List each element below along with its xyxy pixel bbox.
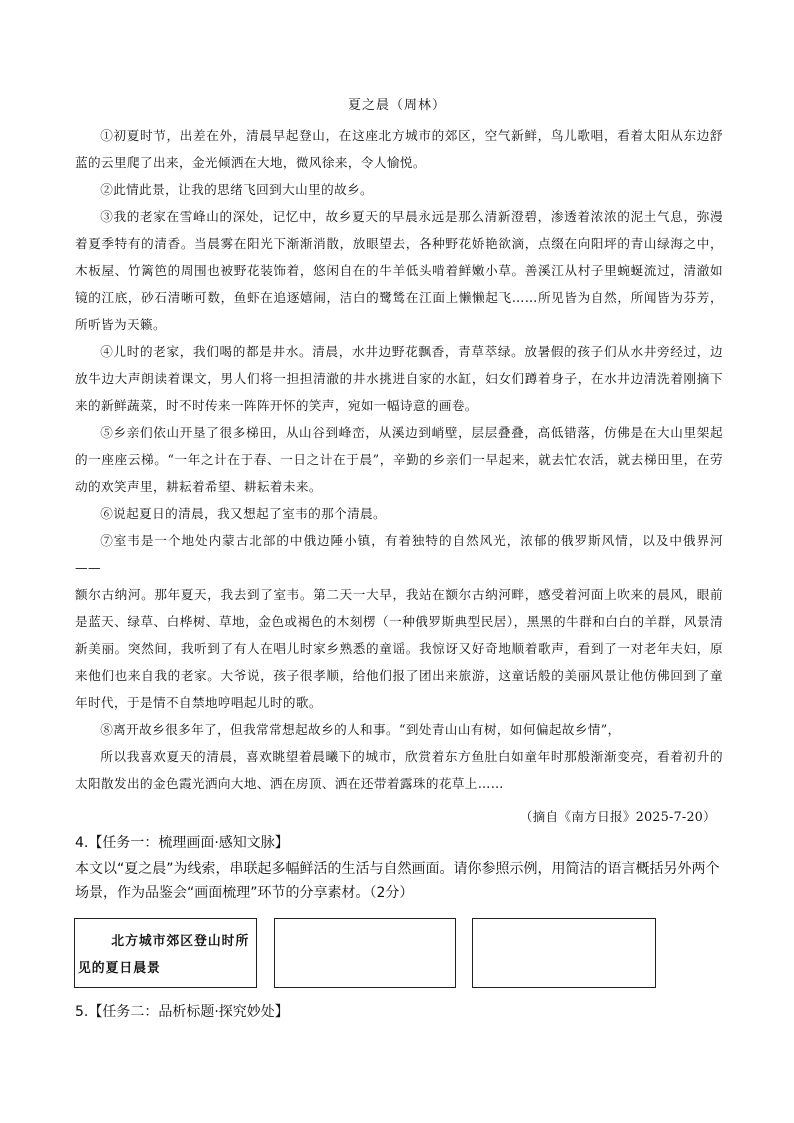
article-title: 夏之晨（周林） bbox=[347, 98, 446, 113]
paragraph-5: ⑤乡亲们依山开垦了很多梯田，从山谷到峰峦，从溪边到峭壁，层层叠叠，高低错落，仿佛是在大山里架起的一座座云梯。“一年之计在于春、一日之计在于晨”，辛勤的乡亲们一早起来，就去忙农活，就去梯田里，在劳动的欢笑声里，耕耘着希望、耕耘着未来。 bbox=[75, 425, 723, 494]
paragraph-1: ①初夏时节，出差在外，清晨早起登山，在这座北方城市的郊区，空气新鲜，鸟儿歌唱，看着太阳从东边舒蓝的云里爬了出来，金光倾洒在大地，微风徐来，令人愉悦。 bbox=[75, 128, 723, 170]
paragraph-8-continued: 所以我喜欢夏天的清晨，喜欢眺望着晨曦下的城市，欣赏着东方鱼肚白如童年时那般渐渐变亮，看着初升的太阳散发出的金色霞光洒向大地、洒在房顶、洒在还带着露珠的花草上…… bbox=[75, 749, 723, 791]
paragraph-7: ⑦室韦是一个地处内蒙古北部的中俄边陲小镇，有着独特的自然风光，浓郁的俄罗斯风情，以及中俄界河—— bbox=[75, 533, 723, 575]
paragraph-7-continued: 额尔古纳河。那年夏天，我去到了室韦。第二天一大早，我站在额尔古纳河畔，感受着河面上吹来的晨风，眼前是蓝天、绿草、白桦树、草地，金色或褐色的木刻楞（一种俄罗斯典型民居），黑黑的牛群和白白的羊群，风景清新美丽。突然间，我听到了有人在唱儿时家乡熟悉的童谣。我惊讶又好奇地顺着歌声，看到了一对老年夫妇，原来他们也来自我的老家。大爷说，孩子很孝顺，给他们报了团出来旅游，这童话般的美丽风景让他仿佛回到了童年时代，于是情不自禁地哼唱起儿时的歌。 bbox=[75, 587, 723, 710]
article-source: （摘自《南方日报》2025-7-20） bbox=[519, 809, 716, 824]
paragraph-2: ②此情此景，让我的思绪飞回到大山里的故乡。 bbox=[100, 182, 374, 197]
task2-heading: 5.【任务二：品析标题·探究妙处】 bbox=[75, 1004, 289, 1020]
paragraph-4: ④儿时的老家，我们喝的都是井水。清晨，水井边野花飘香，青草萃绿。放暑假的孩子们从水井旁经过，边放牛边大声朗读着课文，男人们将一担担清澈的井水挑进自家的水缸，妇女们蹲着身子，在水井边清洗着刚摘下来的新鲜蔬菜，时不时传来一阵阵开怀的笑声，宛如一幅诗意的画卷。 bbox=[75, 344, 723, 413]
task1-heading: 4.【任务一：梳理画面·感知文脉】 bbox=[75, 835, 289, 851]
example-scene-box bbox=[74, 918, 257, 988]
task1-instructions: 本文以“夏之晨”为线索，串联起多幅鲜活的生活与自然画面。请你参照示例，用简洁的语言概括另外两个场景，作为品鉴会“画面梳理”环节的分享素材。（2分） bbox=[75, 861, 720, 901]
answer-box-scene-3[interactable] bbox=[472, 918, 656, 988]
example-scene-text: 北方城市郊区登山时所见的夏日晨景 bbox=[78, 934, 250, 976]
article-body bbox=[75, 122, 723, 797]
paragraph-3: ③我的老家在雪峰山的深处，记忆中，故乡夏天的早晨永远是那么清新澄碧，渗透着浓浓的泥土气息，弥漫着夏季特有的清香。当晨雾在阳光下渐渐消散，放眼望去，各种野花娇艳欲滴，点缀在向阳坪的青山绿海之中，木板屋、竹篱笆的周围也被野花装饰着，悠闲自在的牛羊低头啃着鲜嫩小草。善溪江从村子里蜿蜒流过，清澈如镜的江底，砂石清晰可数，鱼虾在追逐嬉闹，洁白的鹭鸶在江面上懒懒起飞……所见皆为自然，所闻皆为芬芳，所听皆为天籁。 bbox=[75, 209, 723, 332]
paragraph-6: ⑥说起夏日的清晨，我又想起了室韦的那个清晨。 bbox=[100, 506, 387, 521]
scene-answer-boxes bbox=[74, 918, 724, 990]
answer-box-scene-2[interactable] bbox=[274, 918, 456, 988]
paragraph-8: ⑧离开故乡很多年了，但我常常想起故乡的人和事。“到处青山山有树，如何偏起故乡情”， bbox=[100, 722, 621, 737]
